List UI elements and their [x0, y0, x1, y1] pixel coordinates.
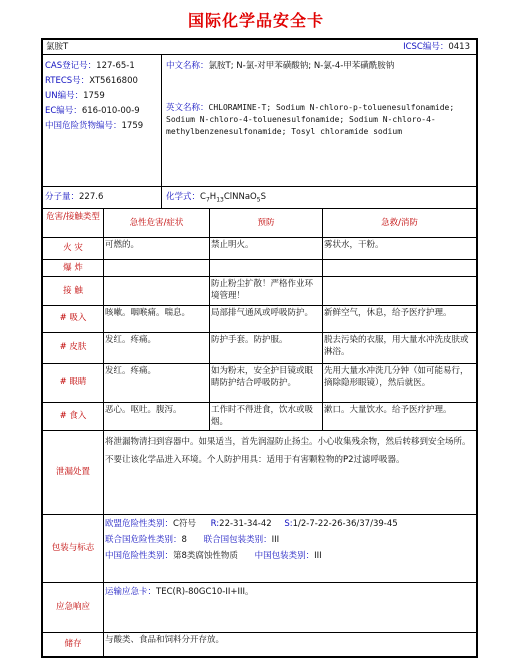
icsc-value: 0413: [448, 42, 470, 52]
row-type-contact: 接 触: [63, 286, 83, 296]
page-title: 国际化学品安全卡: [187, 11, 324, 30]
row-type-ingestion: # 食入: [59, 411, 87, 421]
row-aid-inhalation: 新鲜空气，休息，给予医疗护理。: [324, 308, 452, 318]
row-type-explosion: 爆 炸: [63, 263, 83, 273]
cn-class-row: 中国危险性类别：第8类腐蚀性物质 中国包装类别：III: [105, 551, 322, 561]
row-prevent-eyes: 如为粉末，安全护目镜或眼睛防护结合呼吸防护。: [211, 366, 314, 388]
spill-text: 将泄漏物清扫到容器中。如果适当，首先润湿防止扬尘。小心收集残余物，然后转移到安全场所。不要让该化学品进入环境。个人防护用具：适用于有害颗粒物的P2过滤呼吸器。: [105, 437, 471, 465]
rtecs-row: [45, 75, 138, 87]
eu-hazard-row: 欧盟危险性类别：C符号 R:22-31-34-42 S:1/2-7-22-26-36/37/39-45: [105, 519, 398, 529]
row-acute-fire: 可燃的。: [105, 240, 140, 250]
row-prevent-ingestion: 工作时不得进食，饮水或吸烟。: [211, 405, 314, 427]
ec-row: [45, 105, 140, 117]
molecular-weight: [45, 191, 103, 203]
ec-label: EC编号：: [45, 106, 82, 116]
col-head-prevent: 预防: [257, 218, 275, 228]
chemical-name: 氯胺T: [46, 42, 69, 52]
row-type-skin: # 皮肤: [59, 342, 87, 352]
icsc-number: [403, 41, 470, 53]
storage-text: 与酸类、食品和饲料分开存放。: [105, 635, 225, 645]
row-acute-skin: 发红。疼痛。: [105, 335, 157, 345]
rtecs-label: RTECS号：: [45, 76, 90, 86]
un-value: 1759: [83, 91, 105, 101]
row-aid-fire: 雾状水，干粉。: [324, 240, 384, 250]
mw-label: 分子量：: [45, 192, 80, 202]
cn-name-value: 氯胺T; N-氯-对甲苯磺酸钠; N-氯-4-甲苯磺酰胺钠: [208, 61, 395, 71]
cn-name-label: 中文名称：: [166, 61, 209, 71]
row-prevent-inhalation: 局部排气通风或呼吸防护。: [211, 308, 314, 318]
row-type-fire: 火 灾: [63, 243, 83, 253]
transport-card-row: 运输应急卡：TEC(R)-80GC10-II+III。: [105, 587, 254, 597]
row-aid-eyes: 先用大量水冲洗几分钟（如可能易行，摘除隐形眼镜），然后就医。: [324, 366, 469, 388]
cas-value: 127-65-1: [96, 61, 135, 71]
formula-label: 化学式：: [166, 192, 201, 202]
rtecs-value: XT5616800: [89, 76, 138, 86]
un-row: [45, 90, 105, 102]
row-acute-inhalation: 咳嗽。咽喉痛。喘息。: [105, 308, 191, 318]
row-prevent-fire: 禁止明火。: [211, 240, 254, 250]
icsc-label: ICSC编号：: [403, 42, 449, 52]
chinese-name: [166, 60, 471, 72]
en-name-label: 英文名称：: [166, 103, 209, 113]
pack-label: 包装与标志: [51, 543, 95, 553]
emergency-label: 应急响应: [55, 602, 90, 612]
col-head-acute: 急性危害/症状: [129, 218, 184, 228]
row-type-eyes: # 眼睛: [59, 377, 87, 387]
col-head-aid: 急救/消防: [381, 218, 418, 228]
cn-dg-row: [45, 120, 143, 132]
row-prevent-contact: 防止粉尘扩散！严格作业环境管理！: [211, 279, 314, 301]
row-aid-ingestion: 漱口。大量饮水。给予医疗护理。: [324, 405, 452, 415]
cn-dg-label: 中国危险货物编号：: [45, 121, 122, 131]
english-name: [166, 102, 471, 138]
row-aid-skin: 脱去污染的衣服，用大量水冲洗皮肤或淋浴。: [324, 335, 469, 357]
mw-value: 227.6: [79, 192, 104, 202]
col-head-type: 危害/接触类型: [46, 212, 100, 222]
row-acute-ingestion: 恶心。呕吐。腹泻。: [105, 405, 182, 415]
cas-label: CAS登记号：: [45, 61, 97, 71]
safety-card: [41, 38, 478, 658]
cas-row: [45, 60, 135, 72]
row-acute-eyes: 发红。疼痛。: [105, 366, 157, 376]
row-type-inhalation: # 吸入: [59, 313, 87, 323]
un-label: UN编号：: [45, 91, 84, 101]
storage-label: 储存: [64, 639, 82, 649]
chemical-formula: 化学式：$C_7H_{13}ClNNaO_5S$: [166, 192, 266, 204]
row-prevent-skin: 防护手套。防护服。: [211, 335, 288, 345]
cn-dg-value: 1759: [121, 121, 144, 131]
ec-value: 616-010-00-9: [81, 106, 140, 116]
un-class-row: 联合国危险性类别：8 联合国包装类别：III: [105, 535, 280, 545]
en-name-value: CHLORAMINE-T; Sodium N-chloro-p-toluenesulfonamide; Sodium N-chloro-4-toluenesulfonamide; Sodium N-chloro-4-methylbenzenesulfonamide; Tosyl chloramide sodium: [166, 103, 455, 136]
spill-label: 泄漏处置: [55, 467, 90, 477]
